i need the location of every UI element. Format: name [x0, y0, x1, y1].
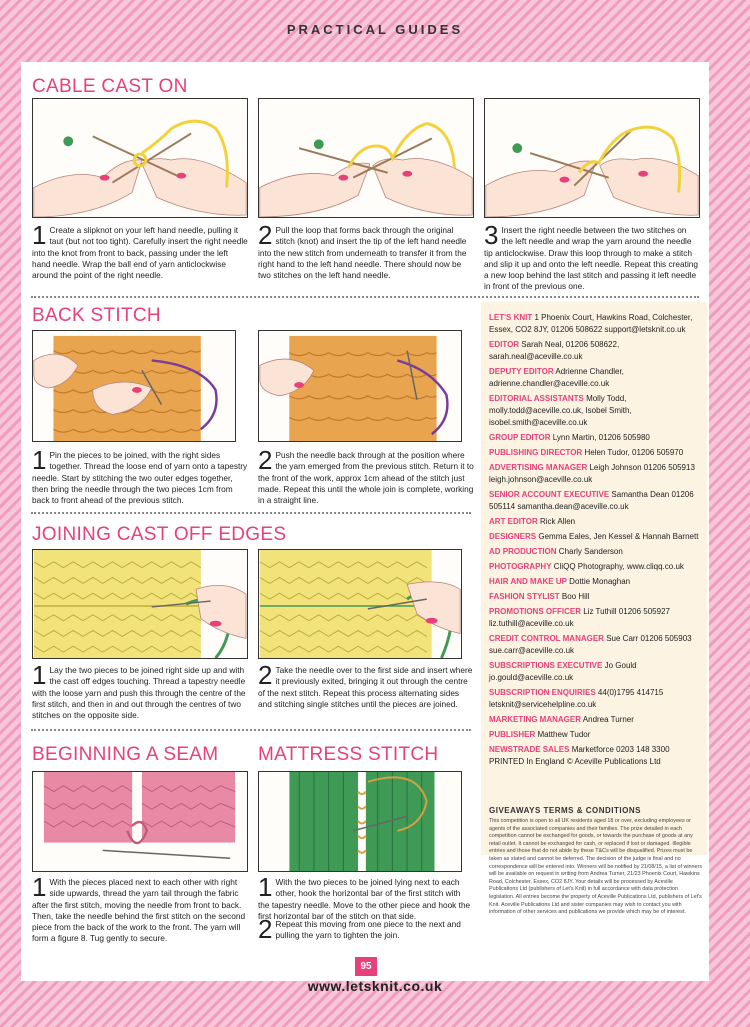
credit-art-editor: [489, 516, 701, 528]
credit-text: Sue Carr 01206 505903 sue.carr@aceville.co.uk: [489, 634, 692, 655]
joining-cast-off-step-1: [32, 660, 248, 721]
step-number: 2: [258, 445, 273, 475]
credit-advertising-manager: [489, 462, 701, 486]
credit-label: GROUP EDITOR: [489, 433, 551, 442]
content-panel: [21, 62, 709, 981]
credit-label: FASHION STYLIST: [489, 592, 560, 601]
joining-cast-off-title: JOINING CAST OFF EDGES: [32, 524, 287, 545]
terms-title: GIVEAWAYS TERMS & CONDITIONS: [489, 806, 641, 815]
credit-editor: [489, 339, 701, 363]
step-text: Pin the pieces to be joined, with the right sides together. Thread the loose end of yarn onto a tapestry needle. Start by stitching the two outer edges together, then bring the needle through the two pieces 1cm from back to front ahead of the previous stitch.: [32, 450, 248, 506]
credit-designers: [489, 531, 701, 543]
step-number: 3: [484, 220, 499, 250]
back-stitch-step-1: [32, 445, 248, 506]
mattress-stitch-title: MATTRESS STITCH: [258, 744, 439, 765]
credit-label: SENIOR ACCOUNT EXECUTIVE: [489, 490, 610, 499]
credit-senior-account-executive: [489, 489, 701, 513]
credit-text: Adrienne Chandler, adrienne.chandler@aceville.co.uk: [489, 367, 624, 388]
back-stitch-title: BACK STITCH: [32, 305, 161, 326]
credit-newstrade-sales: [489, 744, 701, 768]
step-text: With the two pieces to be joined lying next to each other, hook the horizontal bar of the first stitch with the tapestry needle. Move to the other piece and hook the first horizontal bar of the stitch on that side.: [258, 877, 471, 921]
credit-text: Marketforce 0203 148 3300 PRINTED In England © Aceville Publications Ltd: [489, 745, 670, 766]
credit-label: AD PRODUCTION: [489, 547, 557, 556]
credit-editorial-assistants: [489, 393, 701, 429]
mattress-stitch-step-2: [258, 914, 474, 944]
step-text: Create a slipknot on your left hand needle, pulling it taut (but not too tight). Carefully insert the right needle into the knot from front to back, passing under the left hand needle. Wrap the ball end of yarn anticlockwise around the point of the right needle.: [32, 225, 248, 281]
credit-text: Matthew Tudor: [537, 730, 591, 739]
joining-cast-off-illustration-1: [32, 549, 248, 659]
step-text: Repeat this moving from one piece to the next and pulling the yarn to tighten the join.: [275, 919, 461, 941]
step-text: Pull the loop that forms back through the original stitch (knot) and insert the tip of the left hand needle into the new stitch from underneath to transfer it from the right hand to the left hand needle. There should now be two stitches on the left hand needle.: [258, 225, 467, 281]
credit-label: DESIGNERS: [489, 532, 537, 541]
credit-text: Lynn Martin, 01206 505980: [552, 433, 650, 442]
step-number: 2: [258, 220, 273, 250]
credit-fashion-stylist: [489, 591, 701, 603]
credit-label: LET'S KNIT: [489, 313, 533, 322]
credit-text: Helen Tudor, 01206 505970: [584, 448, 684, 457]
credit-text: Gemma Eales, Jen Kessel & Hannah Barnett: [538, 532, 699, 541]
credit-text: Leigh Johnson 01206 505913 leigh.johnson@aceville.co.uk: [489, 463, 695, 484]
step-number: 1: [32, 445, 47, 475]
credit-ad-production: [489, 546, 701, 558]
magazine-credits: [481, 302, 707, 855]
giveaway-terms: [489, 806, 703, 917]
joining-cast-off-illustration-2: [258, 549, 462, 659]
credit-label: CREDIT CONTROL MANAGER: [489, 634, 604, 643]
credit-label: NEWSTRADE SALES: [489, 745, 570, 754]
section-divider: [31, 729, 471, 731]
credit-text: Andrea Turner: [582, 715, 634, 724]
credit-label: PUBLISHER: [489, 730, 536, 739]
credit-label: SUBSCRIPTIONS EXECUTIVE: [489, 661, 603, 670]
credit-label: MARKETING MANAGER: [489, 715, 581, 724]
credit-label: ART EDITOR: [489, 517, 538, 526]
step-text: Push the needle back through at the position where the yarn emerged from the previous stitch. Return it to the front of the work, approx 1cm ahead of the stitch just made. Repeat this until the whole join is complete, working in a straight line.: [258, 450, 474, 506]
cable-cast-on-illustration-3: [484, 98, 700, 218]
credit-text: Jo Gould jo.gould@aceville.co.uk: [489, 661, 637, 682]
credit-promotions-officer: [489, 606, 701, 630]
credit-text: Boo Hill: [561, 592, 590, 601]
credit-subscription-enquiries: [489, 687, 701, 711]
step-number: 1: [32, 872, 47, 902]
page-number: 95: [355, 957, 377, 976]
credit-label: ADVERTISING MANAGER: [489, 463, 588, 472]
credit-text: Liz Tuthill 01206 505927 liz.tuthill@aceville.co.uk: [489, 607, 670, 628]
step-text: With the pieces placed next to each other with right side upwards, thread the yarn tail through the fabric after the first stitch, moving the needle from front to back. Then, take the needle behind the first stitch on the second piece from the back of the work to the front. The yarn will form a figure 8. Tug gently to secure.: [32, 877, 246, 944]
credit-label: EDITOR: [489, 340, 520, 349]
step-text: Lay the two pieces to be joined right side up and with the cast off edges touching. Thread a tapestry needle with the loose yarn and push this through the centre of the first stitch, and then in and out through the centres of two stitches on the opposite side.: [32, 665, 246, 721]
section-divider: [31, 512, 471, 514]
credit-label: PUBLISHING DIRECTOR: [489, 448, 583, 457]
back-stitch-illustration-2: [258, 330, 462, 442]
credit-label: EDITORIAL ASSISTANTS: [489, 394, 584, 403]
credit-credit-control: [489, 633, 701, 657]
credit-letsknit: [489, 312, 701, 336]
joining-cast-off-step-2: [258, 660, 474, 710]
credit-publisher: [489, 729, 701, 741]
credit-label: HAIR AND MAKE UP: [489, 577, 567, 586]
step-number: 1: [32, 220, 47, 250]
credit-label: SUBSCRIPTION ENQUIRIES: [489, 688, 596, 697]
step-number: 1: [258, 872, 273, 902]
cable-cast-on-step-3: [484, 220, 700, 293]
cable-cast-on-illustration-1: [32, 98, 248, 218]
credit-photography: [489, 561, 701, 573]
step-text: Take the needle over to the first side and insert where it previously exited, bringing it out through the centre of the next stitch. Repeat this process alternating sides and stitching single stitches until the pieces are joined.: [258, 665, 473, 709]
section-divider: [31, 296, 699, 298]
credit-group-editor: [489, 432, 701, 444]
back-stitch-step-2: [258, 445, 474, 506]
credit-label: DEPUTY EDITOR: [489, 367, 554, 376]
cable-cast-on-title: CABLE CAST ON: [32, 76, 188, 97]
credit-hair-make-up: [489, 576, 701, 588]
step-text: Insert the right needle between the two stitches on the left needle and wrap the yarn around the needle tip anticlockwise. Draw this loop through to make a stitch and slip it up and onto the left needle. Repeat this creating a new loop behind the last stitch and passing it left needle in front of the previous one.: [484, 225, 699, 292]
credit-label: PROMOTIONS OFFICER: [489, 607, 581, 616]
credit-text: Charly Sanderson: [558, 547, 623, 556]
beginning-seam-title: BEGINNING A SEAM: [32, 744, 219, 765]
credit-text: Sarah Neal, 01206 508622, sarah.neal@aceville.co.uk: [489, 340, 620, 361]
terms-body: This competition is open to all UK residents aged 18 or over, excluding employees or agents of the associated companies and their families. The prize detailed in each competition cannot be exchanged for goods, or towards the purchase of goods at any retail outlet. It cannot be exchanged for cash, or replaced if lost or damaged. Illegible entries and those that do not abide by these T&Cs will be disqualified. Prizes must be taken as stated and cannot be deferred. The decision of the judge is final and no correspondence will be entered into. Winners will be notified by 21/08/15, a list of winners will be available on request in writing from Andrea Turner, 21/23 Phoenix Court, Hawkins Road, Colchester, Essex, CO2 8JY. Your details will be processed by Aceville Publications Ltd (publishers of Let's Knit) in full accordance with data protection legislation. All entries become the property of Aceville Publications Ltd, publishers of Let's Knit. Aceville Publications Ltd and sister companies may wish to contact you with information of other services and publications we provide which may be of interest.: [489, 818, 703, 916]
credit-label: PHOTOGRAPHY: [489, 562, 552, 571]
credit-marketing-manager: [489, 714, 701, 726]
mattress-stitch-illustration: [258, 771, 462, 872]
section-header: PRACTICAL GUIDES: [286, 22, 464, 37]
back-stitch-illustration-1: [32, 330, 236, 442]
credit-text: Dottie Monaghan: [569, 577, 631, 586]
step-number: 2: [258, 660, 273, 690]
step-number: 2: [258, 914, 273, 944]
credit-text: Molly Todd, molly.todd@aceville.co.uk, Isobel Smith, isobel.smith@aceville.co.uk: [489, 394, 632, 427]
beginning-seam-step-1: [32, 872, 248, 945]
credit-deputy-editor: [489, 366, 701, 390]
credit-text: Samantha Dean 01206 505114 samantha.dean@aceville.co.uk: [489, 490, 694, 511]
credit-publishing-director: [489, 447, 701, 459]
cable-cast-on-step-2: [258, 220, 474, 281]
beginning-seam-illustration: [32, 771, 248, 872]
website-url[interactable]: www.letsknit.co.uk: [307, 978, 443, 994]
credit-text: Rick Allen: [539, 517, 576, 526]
cable-cast-on-illustration-2: [258, 98, 474, 218]
credit-text: 1 Phoenix Court, Hawkins Road, Colchester, Essex, CO2 8JY, 01206 508622 support@letsknit.co.uk: [489, 313, 693, 334]
cable-cast-on-step-1: [32, 220, 248, 281]
mattress-stitch-step-1: [258, 872, 474, 922]
step-number: 1: [32, 660, 47, 690]
credit-text: 44(0)1795 414715 letsknit@servicehelpline.co.uk: [489, 688, 664, 709]
credit-subscriptions-executive: [489, 660, 701, 684]
credit-text: CliQQ Photography, www.cliqq.co.uk: [553, 562, 684, 571]
